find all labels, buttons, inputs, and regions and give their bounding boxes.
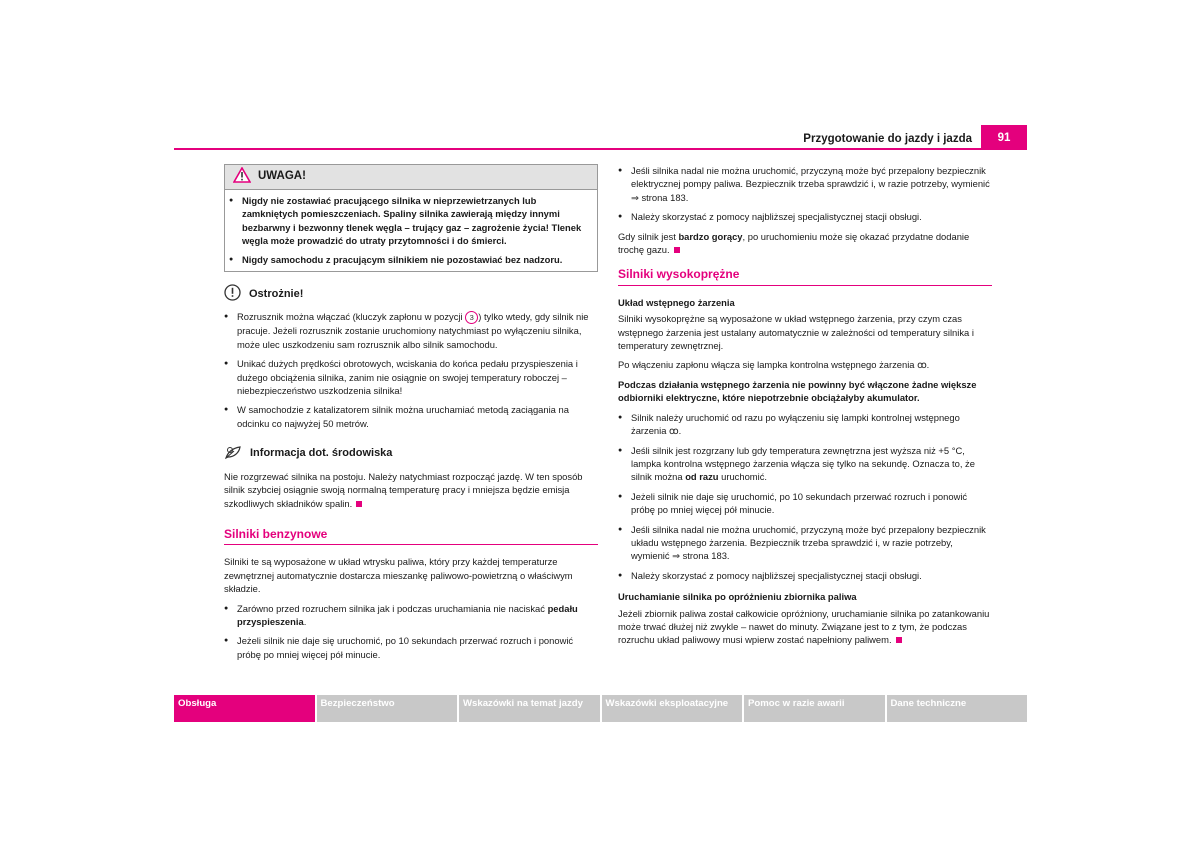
preheat-text: Silniki wysokoprężne są wyposażone w układ wstępnego żarzenia, przy czym czas wstępnego żarzenia jest ustalany automatycznie w zależności od temperatury silnika i temperatury zewnętrznej. xyxy=(618,313,974,352)
right-column xyxy=(618,164,992,653)
preheat-heading: Układ wstępnego żarzenia xyxy=(618,296,735,308)
empty-tank-heading: Uruchamianie silnika po opróżnieniu zbiornika paliwa xyxy=(618,591,857,603)
petrol-item: ● Jeśli silnika nadal nie można uruchomić, przyczyną może być przepalony bezpiecznik elektrycznej pompy paliwa. Bezpiecznik trzeba sprawdzić i, w razie potrzeby, wymienić ⇒ strona 183. xyxy=(618,164,992,204)
end-mark xyxy=(356,501,362,507)
ignition-position-3-icon: 3 xyxy=(465,311,478,324)
warning-item: ● Nigdy samochodu z pracującym silnikiem nie pozostawiać bez nadzoru. xyxy=(229,253,593,266)
caution-item: ● Unikać dużych prędkości obrotowych, wciskania do końca pedału przyspieszenia i dużego obciążenia silnika, zanim nie osiągnie on swojej temperatury roboczej – niebezpieczeństwo uszkodzenia silnika! xyxy=(224,357,598,397)
empty-tank-text: Jeżeli zbiornik paliwa został całkowicie opróżniony, uruchamianie silnika po zatankowaniu może trwać dłużej niż zwykle – nawet do minuty. Związane jest to z tym, że podczas rozruchu układ paliwowy musi wpierw zostać napełniony paliwem. xyxy=(618,607,990,646)
petrol-hot-note: Gdy silnik jest bardzo gorący, po uruchomieniu może się okazać przydatne dodanie trochę gazu. xyxy=(618,230,970,256)
environment-text: Nie rozgrzewać silnika na postoju. Należy natychmiast rozpocząć jazdę. W ten sposób silnik szybciej osiągnie swoją normalną temperaturę pracy i mniejsza będzie emisja szkodliwych składników spalin. xyxy=(224,470,583,509)
diesel-item: ● Jeśli silnik jest rozgrzany lub gdy temperatura zewnętrzna jest wyższa niż +5 °C, lampka kontrolna wstępnego żarzenia włącza się tylko na sekundę. Oznacza to, że silnik można od razu uruchomić. xyxy=(618,444,992,484)
warning-triangle-icon xyxy=(233,167,251,186)
exclamation-circle-icon xyxy=(224,284,241,304)
environment-title: Informacja dot. środowiska xyxy=(250,447,393,460)
environment-leaf-icon xyxy=(224,444,242,463)
nav-tab-wskazowki-jazdy[interactable]: Wskazówki na temat jazdy xyxy=(459,695,600,722)
diesel-item: ● Należy skorzystać z pomocy najbliższej specjalistycznej stacji obsługi. xyxy=(618,569,992,582)
nav-tab-obsluga[interactable]: Obsługa xyxy=(174,695,315,722)
warning-box xyxy=(224,164,598,272)
header-rule xyxy=(174,148,1027,150)
section-title-diesel: Silniki wysokoprężne xyxy=(618,268,992,285)
page-header-title: Przygotowanie do jazdy i jazda xyxy=(803,133,972,145)
warning-body xyxy=(225,190,597,266)
warning-item: ● Nigdy nie zostawiać pracującego silnika w nieprzewietrzanych lub zamkniętych pomieszczeniach. Spaliny silnika zawierają między innymi bezbarwny i bezwonny tlenek węgla – trujący gaz – zagrożenie życia! Tlenek węgla może prowadzić do utraty przytomności i do śmierci. xyxy=(229,194,593,248)
nav-tab-wskazowki-eksploatacyjne[interactable]: Wskazówki eksploatacyjne xyxy=(602,695,743,722)
caution-title: Ostrożnie! xyxy=(249,287,304,300)
nav-tab-pomoc[interactable]: Pomoc w razie awarii xyxy=(744,695,885,722)
warning-title: UWAGA! xyxy=(258,170,306,183)
chapter-nav xyxy=(174,695,1027,722)
section-title-petrol: Silniki benzynowe xyxy=(224,528,598,545)
diesel-item: ● Jeżeli silnik nie daje się uruchomić, po 10 sekundach przerwać rozruch i ponowić próbę po mniej więcej pół minucie. xyxy=(618,490,992,517)
nav-tab-bezpieczenstwo[interactable]: Bezpieczeństwo xyxy=(317,695,458,722)
left-column xyxy=(224,164,598,667)
diesel-item: ● Jeśli silnika nadal nie można uruchomić, przyczyną może być przepalony bezpiecznik układu wstępnego żarzenia. Bezpiecznik trzeba sprawdzić i, w razie potrzeby, wymienić ⇒ strona 183. xyxy=(618,523,992,563)
petrol-item: ● Jeżeli silnik nie daje się uruchomić, po 10 sekundach przerwać rozruch i ponowić próbę po mniej więcej pół minucie. xyxy=(224,634,598,661)
caution-item: ● W samochodzie z katalizatorem silnik można uruchamiać metodą zaciągania na odcinku co najwyżej 50 metrów. xyxy=(224,403,598,430)
petrol-item: ● Należy skorzystać z pomocy najbliższej specjalistycznej stacji obsługi. xyxy=(618,210,992,223)
diesel-item: ● Silnik należy uruchomić od razu po wyłączeniu się lampki kontrolnej wstępnego żarzenia ꝏ. xyxy=(618,411,992,438)
warning-header xyxy=(225,165,597,190)
preheat-bold-warning: Podczas działania wstępnego żarzenia nie powinny być włączone żadne większe odbiorniki elektryczne, które niepotrzebnie obciążałyby akumulator. xyxy=(618,378,977,404)
petrol-intro: Silniki te są wyposażone w układ wtrysku paliwa, który przy każdej temperaturze zewnętrznej automatycznie dostarcza mieszankę paliwowo-powietrzną o właściwym składzie. xyxy=(224,556,573,595)
caution-item: ● Rozrusznik można włączać (kluczyk zapłonu w pozycji 3 ) tylko wtedy, gdy silnik nie pracuje. Jeżeli rozrusznik zostanie uruchomiony natychmiast po wyłączeniu silnika, może ulec uszkodzeniu sam rozrusznik albo silnik samochodu. xyxy=(224,310,598,351)
page-number: 91 xyxy=(981,125,1027,149)
nav-tab-dane-techniczne[interactable]: Dane techniczne xyxy=(887,695,1028,722)
petrol-item: ● Zarówno przed rozruchem silnika jak i podczas uruchamiania nie naciskać pedału przyspieszenia. xyxy=(224,602,598,629)
end-mark xyxy=(674,247,680,253)
environment-header xyxy=(224,444,598,463)
caution-header xyxy=(224,284,598,304)
end-mark xyxy=(896,637,902,643)
ignition-text: Po włączeniu zapłonu włącza się lampka kontrolna wstępnego żarzenia ꝏ. xyxy=(618,359,930,371)
